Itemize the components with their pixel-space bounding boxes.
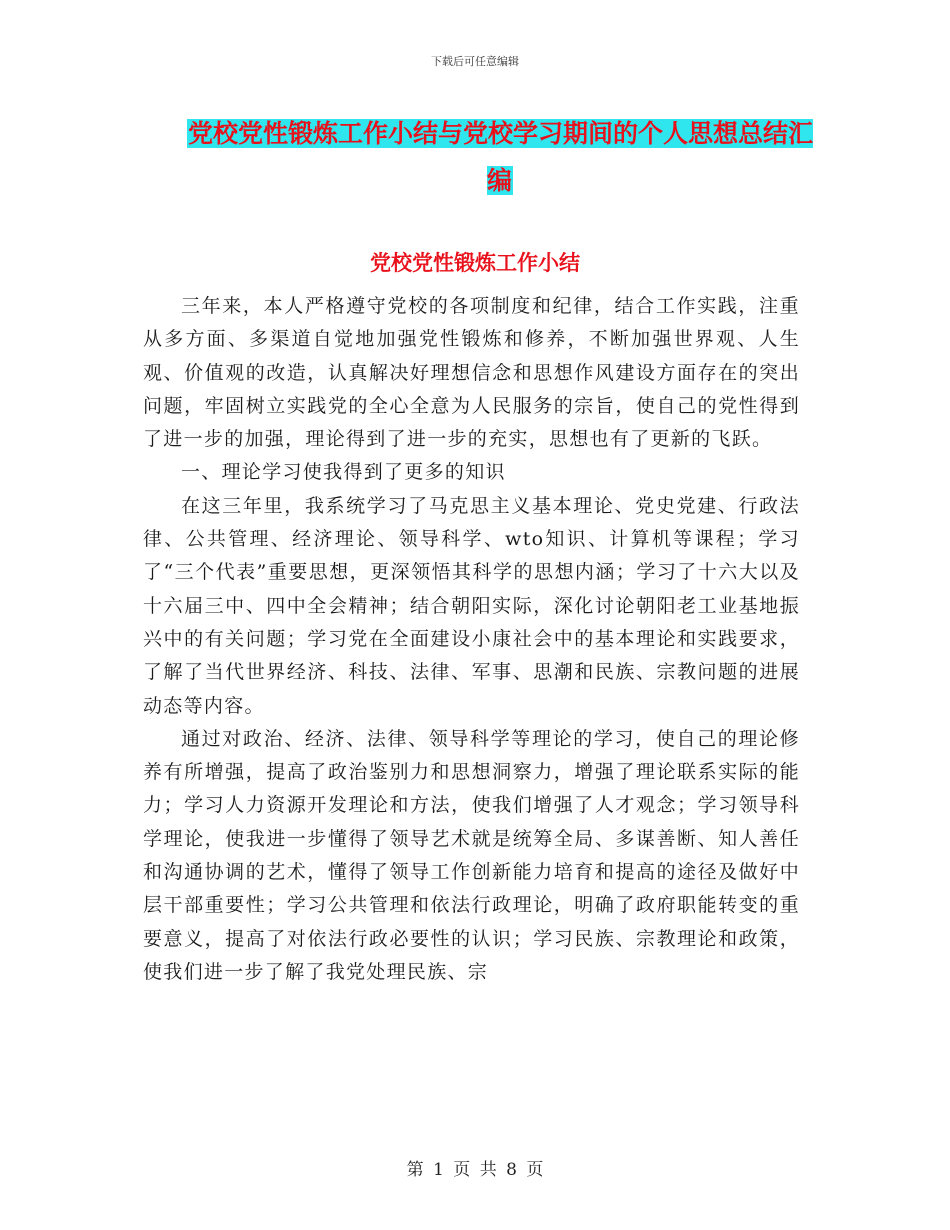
paragraph: 通过对政治、经济、法律、领导科学等理论的学习，使自己的理论修养有所增强，提高了政治鉴别力和思想洞察力，增强了理论联系实际的能力；学习人力资源开发理论和方法，使我们增强了人才观念；学习领导科学理论，使我进一步懂得了领导艺术就是统筹全局、多谋善断、知人善任和沟通协调的艺术，懂得了领导工作创新能力培育和提高的途径及做好中层干部重要性；学习公共管理和依法行政理论，明确了政府职能转变的重要意义，提高了对依法行政必要性的认识；学习民族、宗教理论和政策，使我们进一步了解了我党处理民族、宗 [143, 727, 800, 983]
paragraph: 三年来，本人严格遵守党校的各项制度和纪律，结合工作实践，注重从多方面、多渠道自觉地加强党性锻炼和修养，不断加强世界观、人生观、价值观的改造，认真解决好理想信念和思想作风建设方面存在的突出问题，牢固树立实践党的全心全意为人民服务的宗旨，使自己的党性得到了进一步的加强，理论得到了进一步的充实，思想也有了更新的飞跃。 [143, 295, 800, 451]
paragraph-heading: 一、理论学习使我得到了更多的知识 [181, 461, 506, 484]
section-title: 党校党性锻炼工作小结 [370, 250, 580, 275]
document-title [180, 110, 820, 204]
document-body [143, 290, 800, 989]
header-note: 下载后可任意编辑 [431, 55, 519, 68]
paragraph: 在这三年里，我系统学习了马克思主义基本理论、党史党建、行政法律、公共管理、经济理论、领导科学、wto知识、计算机等课程；学习了“三个代表”重要思想，更深领悟其科学的思想内涵；学习了十六大以及十六届三中、四中全会精神；结合朝阳实际，深化讨论朝阳老工业基地振兴中的有关问题；学习党在全面建设小康社会中的基本理论和实践要求，了解了当代世界经济、科技、法律、军事、思潮和民族、宗教问题的进展动态等内容。 [143, 494, 800, 717]
page-footer: 第 1 页 共 8 页 [406, 1160, 544, 1180]
document-title-text: 党校党性锻炼工作小结与党校学习期间的个人思想总结汇编 [187, 119, 813, 195]
